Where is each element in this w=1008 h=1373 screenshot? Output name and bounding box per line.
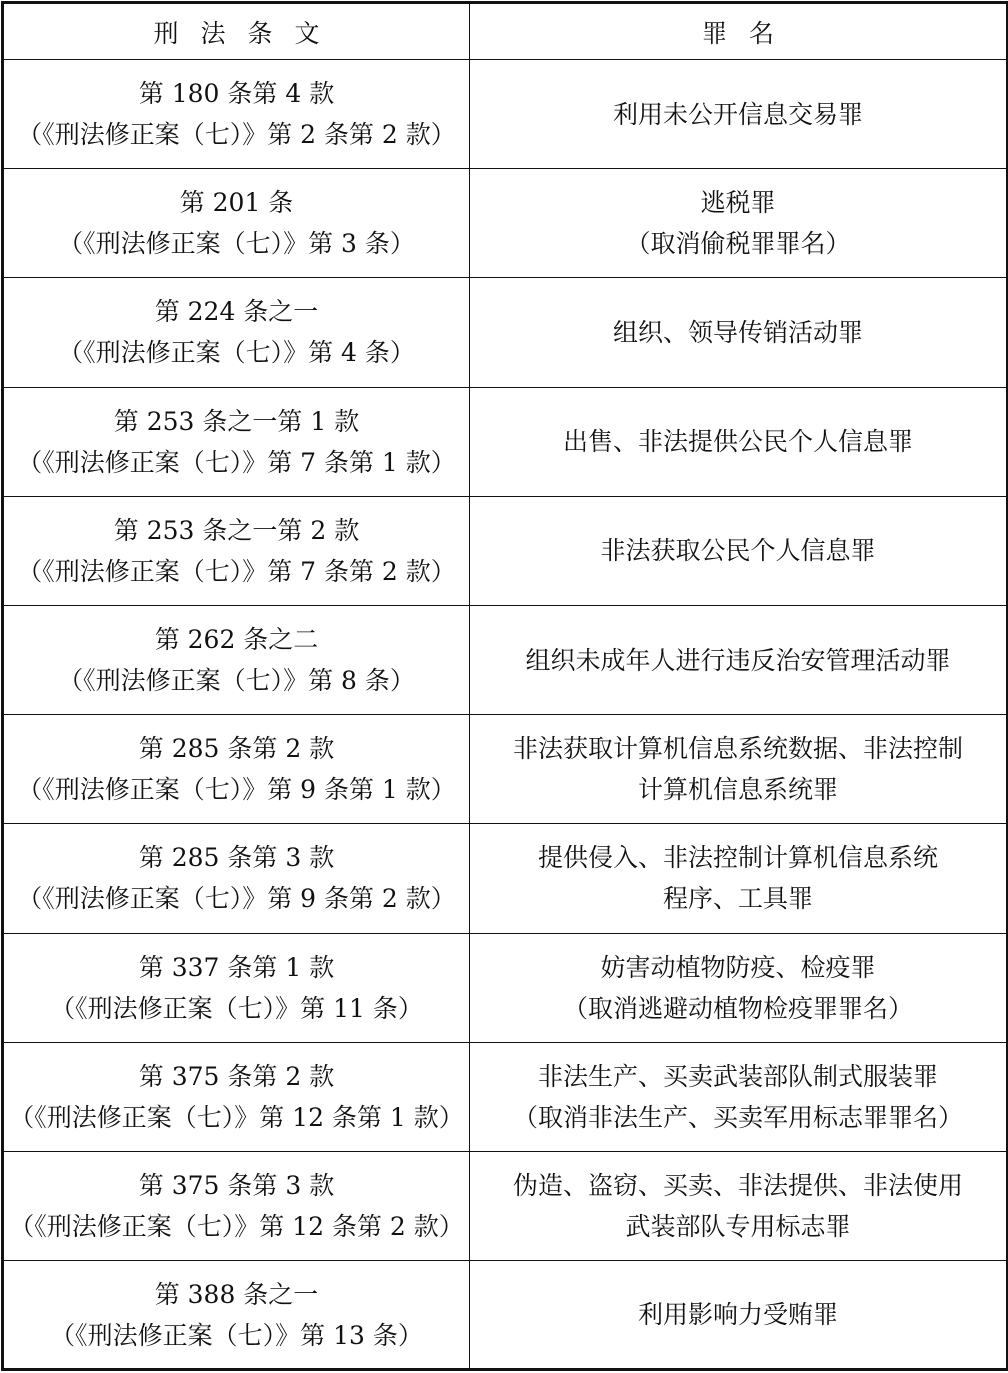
crime-cell: 伪造、盗窃、买卖、非法提供、非法使用 武装部队专用标志罪: [470, 1151, 1008, 1260]
table-row: [3, 715, 1008, 824]
article-cell: 第 285 条第 2 款 （《刑法修正案（七）》第 9 条第 1 款）: [3, 715, 470, 824]
article-cell: 第 253 条之一第 1 款 （《刑法修正案（七）》第 7 条第 1 款）: [3, 387, 470, 496]
crime-cell: 利用影响力受贿罪: [470, 1261, 1008, 1370]
table-row: [3, 496, 1008, 605]
article-cell: 第 201 条 （《刑法修正案（七）》第 3 条）: [3, 169, 470, 278]
article-cell: 第 388 条之一 （《刑法修正案（七）》第 13 条）: [3, 1261, 470, 1370]
crime-cell: 提供侵入、非法控制计算机信息系统 程序、工具罪: [470, 824, 1008, 933]
table-row: [3, 387, 1008, 496]
article-cell: 第 375 条第 2 款 （《刑法修正案（七）》第 12 条第 1 款）: [3, 1042, 470, 1151]
crime-cell: 逃税罪 （取消偷税罪罪名）: [470, 169, 1008, 278]
table-row: [3, 169, 1008, 278]
crime-cell: 非法获取计算机信息系统数据、非法控制 计算机信息系统罪: [470, 715, 1008, 824]
crime-cell: 非法生产、买卖武装部队制式服装罪 （取消非法生产、买卖军用标志罪罪名）: [470, 1042, 1008, 1151]
article-cell: 第 375 条第 3 款 （《刑法修正案（七）》第 12 条第 2 款）: [3, 1151, 470, 1260]
article-cell: 第 337 条第 1 款 （《刑法修正案（七）》第 11 条）: [3, 933, 470, 1042]
table-row: [3, 1042, 1008, 1151]
crime-cell: 利用未公开信息交易罪: [470, 60, 1008, 169]
crime-cell: 非法获取公民个人信息罪: [470, 496, 1008, 605]
crime-cell: 妨害动植物防疫、检疫罪 （取消逃避动植物检疫罪罪名）: [470, 933, 1008, 1042]
table-row: [3, 824, 1008, 933]
table-row: [3, 1261, 1008, 1370]
table-row: [3, 933, 1008, 1042]
article-cell: 第 224 条之一 （《刑法修正案（七）》第 4 条）: [3, 278, 470, 387]
article-cell: 第 285 条第 3 款 （《刑法修正案（七）》第 9 条第 2 款）: [3, 824, 470, 933]
crime-table: [1, 1, 1008, 1371]
table-row: [3, 1151, 1008, 1260]
crime-cell: 出售、非法提供公民个人信息罪: [470, 387, 1008, 496]
article-cell: 第 253 条之一第 2 款 （《刑法修正案（七）》第 7 条第 2 款）: [3, 496, 470, 605]
article-cell: 第 262 条之二 （《刑法修正案（七）》第 8 条）: [3, 605, 470, 714]
article-cell: 第 180 条第 4 款 （《刑法修正案（七）》第 2 条第 2 款）: [3, 60, 470, 169]
header-article: 刑法条文: [3, 3, 470, 60]
crime-cell: 组织未成年人进行违反治安管理活动罪: [470, 605, 1008, 714]
crime-cell: 组织、领导传销活动罪: [470, 278, 1008, 387]
table-row: [3, 60, 1008, 169]
table-row: [3, 278, 1008, 387]
header-row: [3, 3, 1008, 60]
table-row: [3, 605, 1008, 714]
header-crime: 罪名: [470, 3, 1008, 60]
